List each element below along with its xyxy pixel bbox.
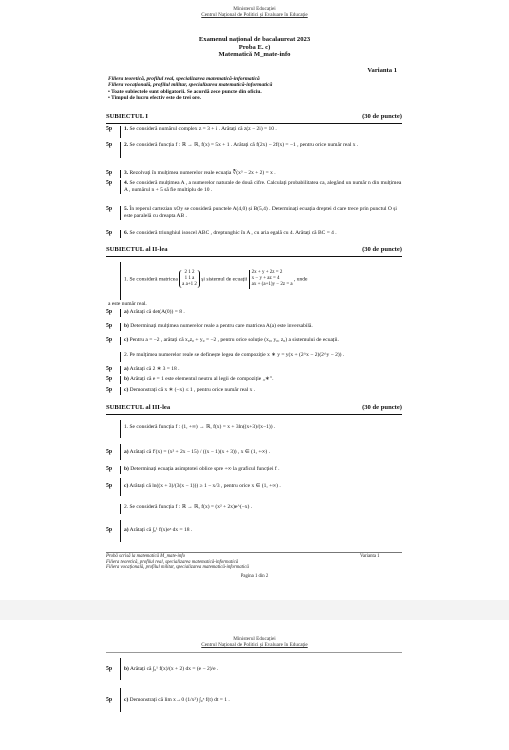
divider bbox=[106, 123, 402, 124]
s1-item-2: 5p 2. Se consideră funcția f : ℝ → ℝ, f(x) = 5x + 1 . Arătați că f(2x) − 2f(x) = −1 , pentru orice număr real x . bbox=[106, 142, 402, 158]
footer-left: Probă scrisă la matematică M_mate-info Filiera teoretică, profilul real, specializarea matematică-informatică Filiera vocațională, profilul militar, specializarea matematică-informatică bbox=[106, 554, 249, 571]
page-gap bbox=[0, 600, 509, 620]
footer-divider bbox=[106, 552, 402, 553]
footer-variant: Varianta 1 bbox=[360, 554, 380, 559]
divider bbox=[106, 652, 402, 653]
s2-problem-1-tail: a este număr real. bbox=[108, 301, 147, 307]
divider bbox=[106, 414, 402, 415]
s3-p1-item-a: 5p a) Arătați că f′(x) = (x² + 2x − 15) / ((x − 1)(x + 3)) , x ∈ (1, +∞) . bbox=[106, 444, 402, 460]
equation-system: 2x + y + 2z = 2 x − y + az = 4 ax + (a+1)y − 2z = a bbox=[249, 270, 293, 289]
s2-p1-item-c: 5p c) Pentru a = −2 , arătați că x₀z₀ + y₀ = −2 , pentru orice soluție (x₀, y₀, z₀) a sistemului de ecuații. bbox=[106, 337, 339, 343]
s2-p2-item-c: 5p c) Demonstrați că x ∗ (−x) ≤ 1 , pentru orice număr real x . bbox=[106, 387, 256, 393]
s1-item-4: 5p 4. Se consideră mulțimea A , a numerelor naturale de două cifre. Calculați probabilitatea ca, alegând un număr n din mulțimea A , numărul n + 5 să fie multiplu de 10 . bbox=[106, 180, 402, 193]
s3-problem-1-statement: 1. Se consideră funcția f : (1, +∞) → ℝ, f(x) = x + 3ln((x+3)/(x−1)) . bbox=[106, 420, 402, 438]
s3-p1-item-b: 5p b) Determinați ecuația asimptotei oblice spre +∞ la graficul funcției f . bbox=[106, 466, 280, 472]
s3-p1-item-c: 5p c) Arătați că ln((x + 3)/(3(x − 1))) ≥ 1 − x/3 , pentru orice x ∈ (1, +∞) . bbox=[106, 478, 402, 496]
s2-p1-item-b: 5p b) Determinați mulțimea numerelor reale a pentru care matricea A(a) este inversabilă. bbox=[106, 323, 313, 329]
variant-label: Varianta 1 bbox=[367, 67, 397, 74]
s1-item-1: 5p 1. Se consideră numărul complex z = 3 + i . Arătați că z(z − 2i) = 10 . bbox=[106, 126, 402, 138]
s3-p2-item-a: 5p a) Arătați că ∫₀¹ f(x)eˣ dx = 18 . bbox=[106, 520, 402, 542]
divider bbox=[106, 256, 402, 257]
s2-problem-2-statement: 2. Pe mulțimea numerelor reale se definește legea de compoziție x ∗ y = y(x + (2^x − 2)(2^y − 2)) . bbox=[106, 352, 402, 362]
section-2-header: SUBIECTUL al II-lea (30 de puncte) bbox=[106, 246, 402, 253]
s3-p2-item-c: 5p c) Demonstrați că lim x→0 (1/x²) ∫₀ˣ f(t) dt = 1 . bbox=[106, 688, 402, 712]
s2-p1-item-a: 5p a) Arătați că det(A(0)) = 8 . bbox=[106, 309, 185, 315]
s3-p2-item-b: 5p b) Arătați că ∫₀¹ f(x)/(x + 2) dx = (e − 2)/e . bbox=[106, 658, 402, 680]
s3-problem-2-statement: 2. Se consideră funcția f : ℝ → ℝ, f(x) = (x² + 2x)e^(−x) . bbox=[106, 504, 402, 514]
s1-item-3: 5p 3. Rezolvați în mulțimea numerelor reale ecuația ∛(x³ − 2x + 2) = x . bbox=[106, 170, 276, 176]
header-ministry: Ministerul Educației Centrul Național de Politici și Evaluare în Educație bbox=[201, 6, 308, 18]
page2-header-ministry: Ministerul Educației Centrul Național de Politici și Evaluare în Educație bbox=[201, 636, 308, 648]
s2-p2-item-a: 5p a) Arătați că 2 ∗ 3 = 18 . bbox=[106, 366, 180, 372]
exam-notes: Filiera teoretică, profilul real, specializarea matematică-informatică Filiera vocațională, profilul militar, specializarea matematică-informatică • Toate subiectele sunt obligatorii. Se acordă zece puncte din oficiu. • Timpul de lucru efectiv este de trei ore. bbox=[108, 76, 273, 102]
matrix-a: 2 1 2 1 1 a a a+1 2 bbox=[179, 270, 200, 288]
s1-item-5: 5p 5. În reperul cartezian xOy se consideră punctele A(4,0) și B(5,4) . Determinați ecuația dreptei d care trece prin punctul O și este paralelă cu dreapta AB . bbox=[106, 206, 397, 219]
s2-p2-item-b: 5p b) Arătați că e = 1 este elementul neutru al legii de compoziție „∗”. bbox=[106, 376, 274, 382]
s1-item-6: 5p 6. Se consideră triunghiul isoscel ABC , dreptunghic în A , cu aria egală cu 4. Arătați că BC = 4 . bbox=[106, 230, 337, 236]
s2-problem-1-statement: 1. Se consideră matricea 2 1 2 1 1 a a a+1 2 și sistemul de ecuații 2x + y + 2z = 2 x − y + az = 4 ax + (a+1)y − 2z = a , unde bbox=[106, 262, 402, 300]
exam-title: Examenul național de bacalaureat 2023 Proba E. c) Matematică M_mate-info bbox=[198, 36, 311, 59]
section-3-header: SUBIECTUL al III-lea (30 de puncte) bbox=[106, 404, 402, 411]
section-1-header: SUBIECTUL I (30 de puncte) bbox=[106, 113, 402, 120]
page-number: Pagina 1 din 2 bbox=[240, 574, 269, 579]
